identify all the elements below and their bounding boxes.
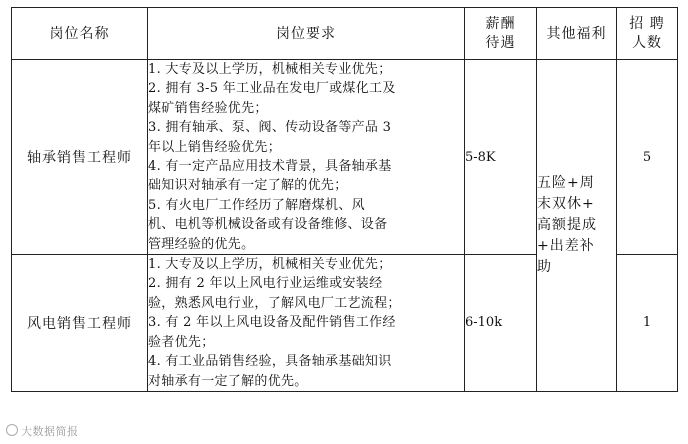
requirements-cell (148, 255, 465, 392)
header-salary-line2: 待遇 (485, 34, 516, 51)
requirement-line: 验者优先； (148, 334, 215, 350)
header-position-name: 岗位名称 (12, 8, 148, 60)
header-salary (465, 8, 537, 60)
requirement-line: 础知识对轴承有一定了解的优先； (148, 178, 348, 194)
recruitment-table (11, 7, 678, 392)
requirement-line: 2. 拥有 3-5 年工业品在发电厂或煤化工及 (148, 81, 396, 97)
requirement-line: 机、电机等机械设备或有设备维修、设备 (148, 217, 388, 233)
requirement-line: 年以上销售经验优先； (148, 139, 282, 155)
requirement-line: 1. 大专及以上学历，机械相关专业优先； (148, 62, 392, 77)
position-name-cell: 风电销售工程师 (12, 255, 148, 392)
header-count-line1: 招 聘 (629, 15, 665, 32)
requirement-line: 3. 拥有轴承、泵、阀、传动设备等产品 3 (148, 120, 392, 136)
header-salary-line1: 薪酬 (485, 15, 516, 32)
requirement-line: 2. 拥有 2 年以上风电行业运维或安装经 (148, 276, 383, 292)
watermark (6, 423, 79, 439)
salary-cell: 5-8K (465, 60, 537, 255)
requirement-line: 3. 有 2 年以上风电设备及配件销售工作经 (148, 315, 396, 331)
requirement-line: 管理经验的优先。 (148, 236, 255, 252)
watermark-logo-icon (6, 424, 18, 436)
requirement-line: 煤矿销售经验优先； (148, 100, 268, 116)
header-count (617, 8, 678, 60)
header-row (12, 8, 678, 60)
header-count-line2: 人数 (632, 34, 662, 51)
table-row (12, 60, 678, 255)
header-benefits: 其他福利 (537, 8, 617, 60)
watermark-text: 大数据简报 (21, 425, 79, 438)
count-cell: 5 (617, 60, 678, 255)
benefits-line: +出差补 (537, 237, 595, 254)
salary-cell: 6-10k (465, 255, 537, 392)
benefits-line: 助 (537, 258, 552, 275)
requirement-line: 对轴承有一定了解的优先。 (148, 373, 308, 389)
position-name-cell: 轴承销售工程师 (12, 60, 148, 255)
requirement-line: 4. 有工业品销售经验，具备轴承基础知识 (148, 354, 392, 370)
count-cell: 1 (617, 255, 678, 392)
requirement-line: 4. 有一定产品应用技术背景，具备轴承基 (148, 159, 392, 175)
requirement-line: 验，熟悉风电行业，了解风电厂工艺流程； (148, 295, 401, 311)
benefits-cell (537, 60, 617, 392)
benefits-line: 末双休+ (537, 195, 595, 212)
benefits-line: 高额提成 (537, 216, 597, 233)
header-requirements: 岗位要求 (148, 8, 465, 60)
benefits-line: 五险+周 (537, 174, 595, 191)
requirements-cell (148, 60, 465, 255)
requirement-line: 1. 大专及以上学历，机械相关专业优先； (148, 257, 392, 273)
requirement-line: 5. 有火电厂工作经历了解磨煤机、风 (148, 197, 365, 213)
